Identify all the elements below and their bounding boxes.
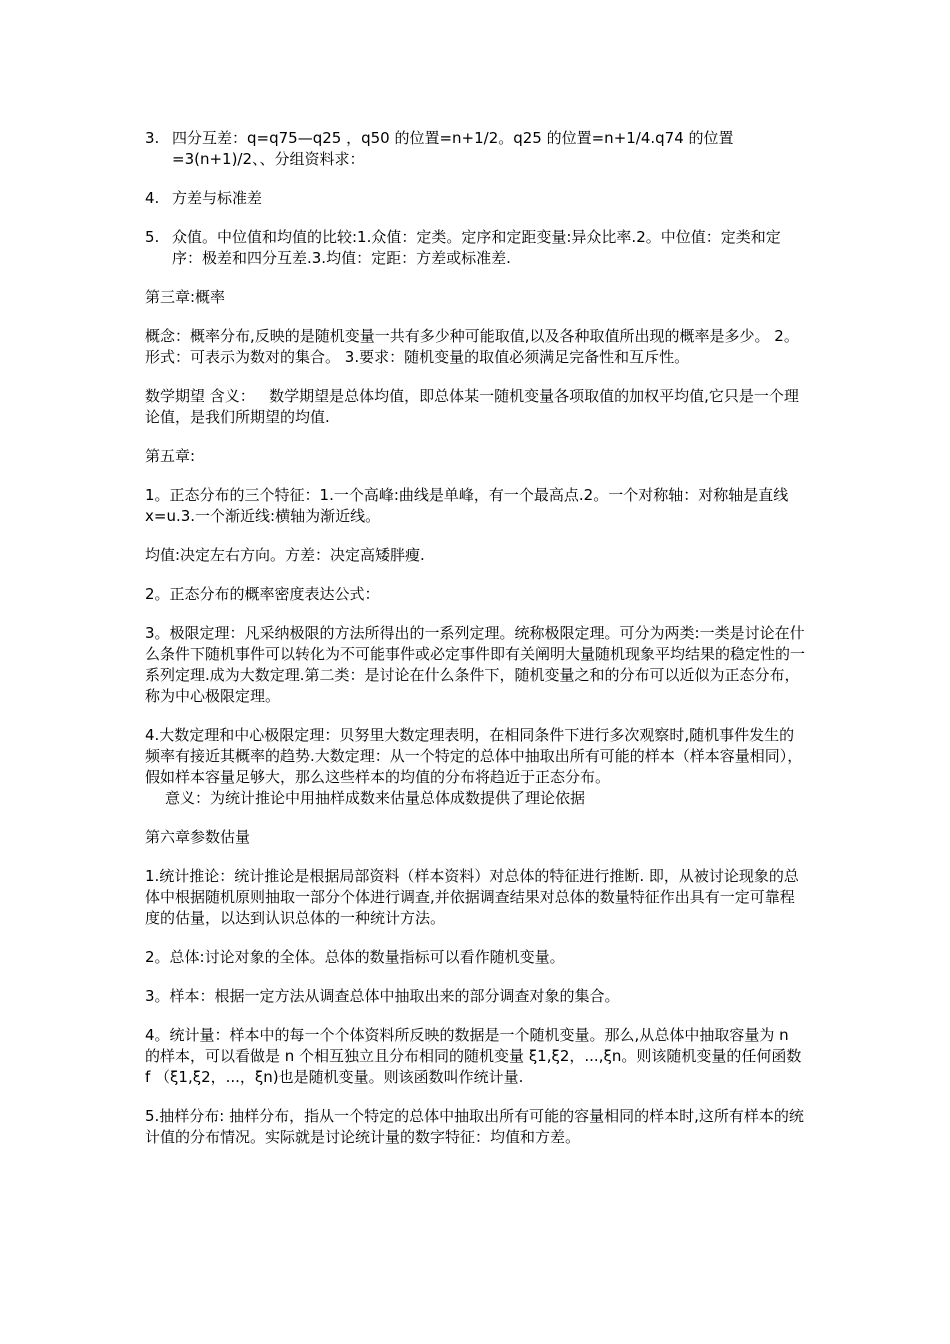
list-item-number: 3. — [145, 129, 160, 147]
list-item — [145, 227, 807, 269]
list-item — [145, 188, 807, 209]
chapter6-heading: 第六章参数估量 — [145, 828, 251, 846]
mean-variance-paragraph: 均值:决定左右方向。方差：决定高矮胖瘦. — [145, 546, 425, 564]
population-paragraph: 2。总体:讨论对象的全体。总体的数量指标可以看作随机变量。 — [145, 948, 565, 966]
list-item-text: 众值。中位值和均值的比较:1.众值：定类。定序和定距变量:异众比率.2。中位值：定类和定序：极差和四分互差.3.均值：定距：方差或标准差. — [172, 228, 781, 267]
list-item-number: 5. — [145, 228, 160, 246]
list-item — [145, 128, 807, 170]
normal-features-paragraph: 1。正态分布的三个特征：1.一个高峰:曲线是单峰，有一个最高点.2。一个对称轴：对称轴是直线 x=u.3.一个渐近线:横轴为渐近线。 — [145, 486, 789, 525]
limit-theorem-paragraph: 3。极限定理：凡采纳极限的方法所得出的一系列定理。统称极限定理。可分为两类:一类是讨论在什么条件下随机事件可以转化为不可能事件或必定事件即有关阐明大量随机现象平均结果的稳定性的一系列定理.成为大数定理.第二类：是讨论在什么条件下，随机变量之和的分布可以近似为正态分布，称为中心极限定理。 — [145, 624, 806, 705]
expectation-paragraph: 数学期望 含义： 数学期望是总体均值，即总体某一随机变量各项取值的加权平均值,它只是一个理论值，是我们所期望的均值. — [145, 387, 799, 426]
document-body — [145, 128, 807, 1166]
inference-paragraph: 1.统计推论：统计推论是根据局部资料（样本资料）对总体的特征进行推断. 即，从被讨论现象的总体中根据随机原则抽取一部分个体进行调查,并依据调查结果对总体的数量特征作出具有一定可靠程度的估量，以达到认识总体的一种统计方法。 — [145, 867, 799, 927]
concept-paragraph: 概念：概率分布,反映的是随机变量一共有多少种可能取值,以及各种取值所出现的概率是多少。 2。形式：可表示为数对的集合。 3.要求：随机变量的取值必须满足完备性和互斥性。 — [145, 327, 799, 366]
sample-paragraph: 3。样本：根据一定方法从调查总体中抽取出来的部分调查对象的集合。 — [145, 987, 620, 1005]
sampling-distribution-paragraph: 5.抽样分布: 抽样分布，指从一个特定的总体中抽取出所有可能的容量相同的样本时,这所有样本的统计值的分布情况。实际就是讨论统计量的数字特征：均值和方差。 — [145, 1107, 804, 1146]
statistic-paragraph: 4。统计量：样本中的每一个个体资料所反映的数据是一个随机变量。那么,从总体中抽取容量为 n 的样本，可以看做是 n 个相互独立且分布相同的随机变量 ξ1,ξ2，...,ξn。则该随机变量的任何函数 f （ξ1,ξ2，...，ξn)也是随机变量。则该函数叫作统计量. — [145, 1026, 802, 1086]
significance-line: 意义：为统计推论中用抽样成数来估量总体成数提供了理论依据 — [165, 789, 586, 807]
chapter3-heading: 第三章:概率 — [145, 288, 226, 306]
list-item-number: 4. — [145, 189, 160, 207]
density-formula-paragraph: 2。正态分布的概率密度表达公式： — [145, 585, 380, 603]
list-item-text: 方差与标准差 — [172, 189, 263, 207]
large-number-section — [145, 725, 807, 809]
chapter5-heading: 第五章: — [145, 447, 196, 465]
list-item-text: 四分互差：q=q75—q25 ，q50 的位置=n+1/2。q25 的位置=n+1/4.q74 的位置=3(n+1)/2、、分组资料求： — [172, 129, 734, 168]
large-number-paragraph: 4.大数定理和中心极限定理：贝努里大数定理表明，在相同条件下进行多次观察时,随机事件发生的频率有接近其概率的趋势.大数定理：从一个特定的总体中抽取出所有可能的样本（样本容量相同），假如样本容量足够大，那么这些样本的均值的分布将趋近于正态分布。 — [145, 726, 803, 786]
